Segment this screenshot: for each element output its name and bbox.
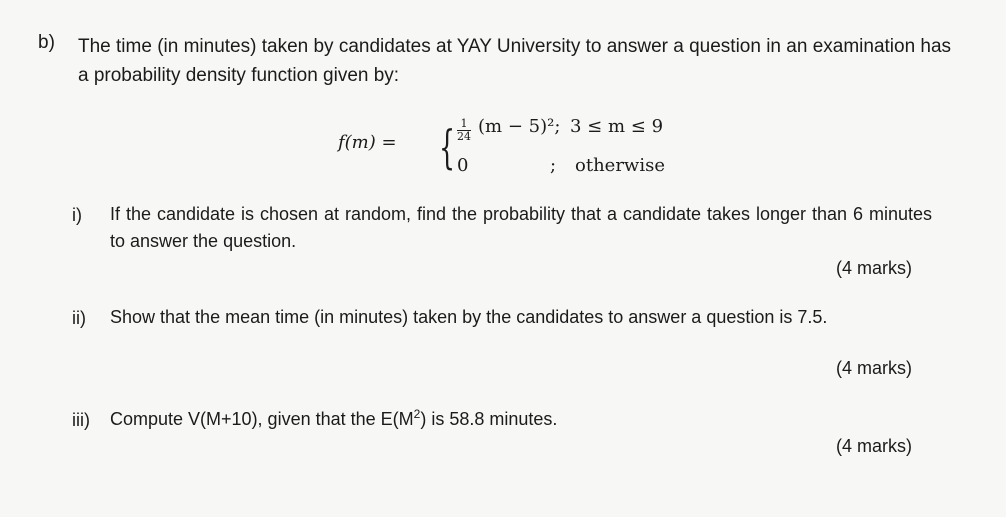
fraction-numerator: 1 [460,117,468,130]
part-iii-superscript: 2 [413,407,421,421]
formula-equals: = [381,132,397,153]
part-ii-text: Show that the mean time (in minutes) taken by the candidates to answer a question is 7.5. [110,307,828,327]
part-iii-marks: (4 marks) [836,436,912,456]
question-label: b) [38,32,55,53]
part-iii-label: iii) [72,410,90,430]
part-i-label: i) [72,205,82,225]
question-text: The time (in minutes) taken by candidates at YAY University to answer a question in an examination has a probability density function given by: [78,36,952,86]
formula-zero: 0 [457,155,469,176]
piecewise-brace: { [439,120,456,174]
condition-otherwise: otherwise [575,155,665,176]
formula-expression [478,116,560,137]
pdf-formula [338,116,698,186]
part-ii-label: ii) [72,308,86,328]
part-ii-marks: (4 marks) [836,358,912,378]
fraction-denominator: 24 [457,130,471,143]
coefficient-fraction [456,118,472,143]
part-i-text: If the candidate is chosen at random, find the probability that a candidate takes longer than 6 minutes to answer the question. [110,204,932,251]
part-iii-text-after: ) is 58.8 minutes. [420,409,558,429]
part-iii-text-before: Compute V(M+10), given that the E(M [110,409,414,429]
condition-range: 3 ≤ m ≤ 9 [570,116,664,137]
formula-lhs [338,132,397,153]
part-i-marks: (4 marks) [836,258,912,278]
semicolon-1: ; [554,116,561,137]
semicolon-2: ; [550,155,557,176]
formula-lhs-text: f(m) [338,132,376,153]
part-iii-text [110,406,932,433]
expression-text: (m − 5)² [478,116,555,137]
